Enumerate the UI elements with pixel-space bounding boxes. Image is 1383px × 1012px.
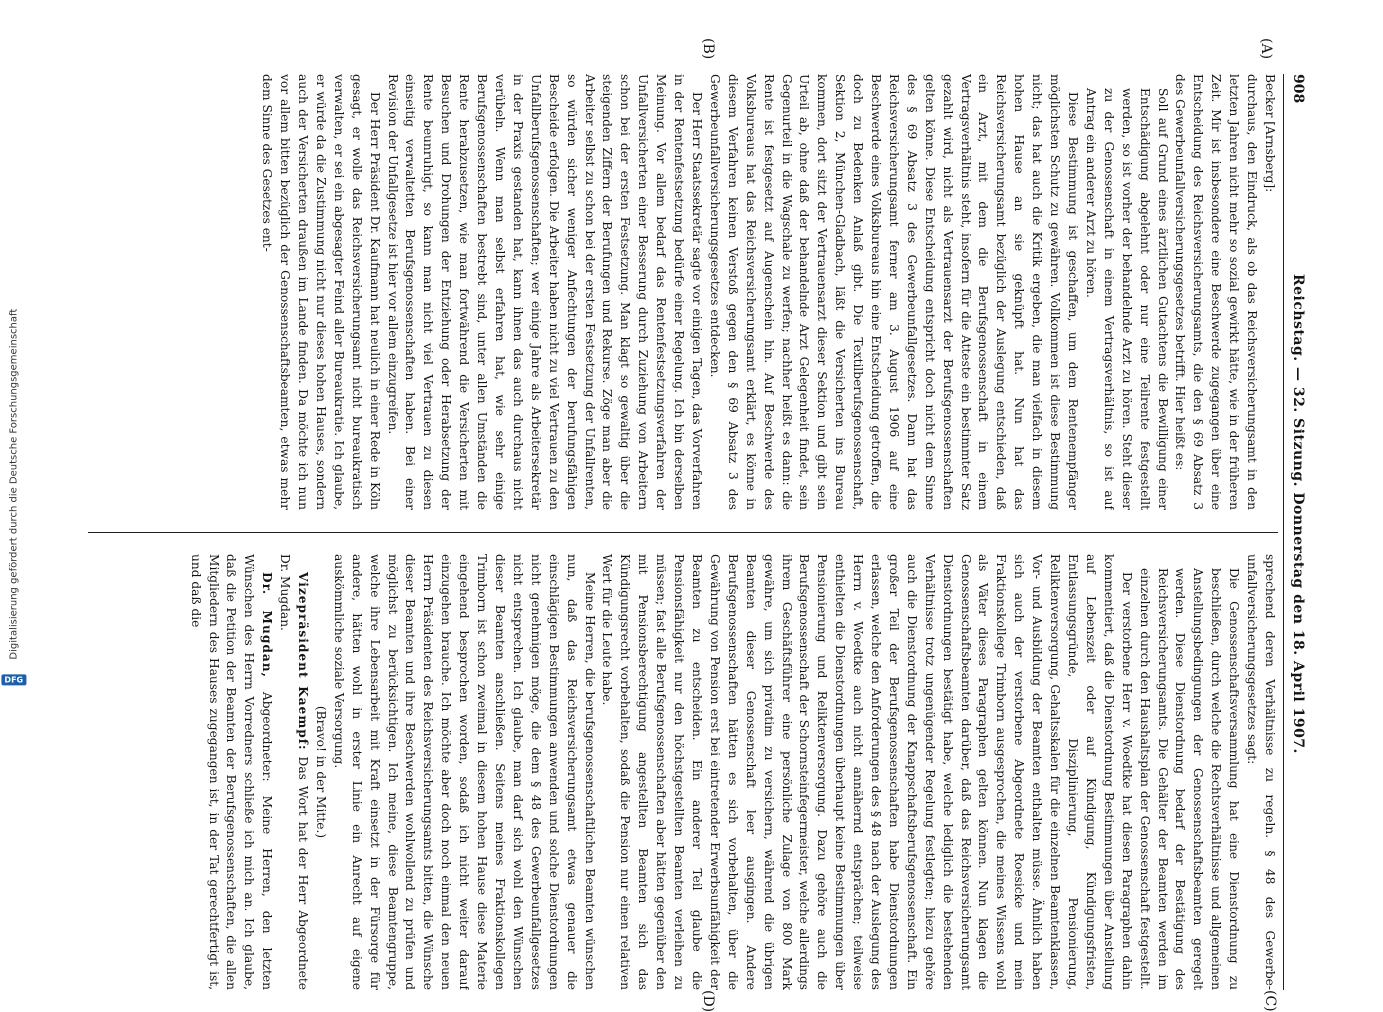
margin-marker-c: (C) — [1262, 990, 1278, 1012]
paragraph: sprechend deren Verhältnisse zu regeln. § 48 des Gewerbe-unfallversicherungsgesetzes sagt: — [1245, 554, 1277, 990]
quoted-statute: Soll auf Grund eines ärztlichen Gutachtens die Bewilligung einer Entschädigung abgelehnt oder nur eine Teilrente festgestellt werden, so ist vorher der behandelnde Arzt zu hören. Steht dieser zu der Genossenschaft in einem Vertragsverhältnis, so ist auf Antrag ein anderer Arzt zu hören. — [1083, 88, 1170, 510]
quoted-statute: Die Genossenschaftsversammlung hat eine Dienstordnung zu beschließen, durch welche die Rechtsverhältnisse und allgemeinen Anstellungsbedingungen der Genossenschaftsbeamten geregelt werden. Diese Dienstordnung bedarf der Bestätigung des Reichsversicherungsamts. Die Gehälter der Beamten werden im einzelnen durch den Haushaltsplan der Genossenschaft festgestellt. — [1137, 568, 1242, 990]
margin-marker-d: (D) — [700, 990, 716, 1012]
margin-marker-b: (B) — [700, 38, 716, 60]
scanned-page — [82, 38, 1308, 1012]
speaker-name: Dr. Mugdan, — [260, 572, 275, 678]
speaker-name: Becker [Arnsberg]: — [1263, 74, 1277, 193]
vice-president-remark — [275, 554, 311, 990]
digitization-credit — [0, 0, 28, 1000]
page-title: Reichstag. — 32. Sitzung. Donnerstag den 18. April 1907. — [1290, 274, 1306, 754]
remark-text: Das Wort hat der Herr Abgeordnete Dr. Mugdan. — [278, 554, 311, 990]
paragraph: durchaus, den Eindruck, als ob das Reichsversicherungsamt in den letzten Jahren nicht mehr so sozial gewirkt hätte, wie in der früheren Zeit. Mir ist insbesondere eine Beschwerde zugegangen über eine Entscheidung des Reichsversicherungsamts, die den § 69 Absatz 3 des Gewerbeunfallversicherungsgesetzes betrifft. Hier heißt es: — [1173, 74, 1260, 510]
speaker-name: Vizepräsident Kaempf: — [296, 572, 311, 751]
page-content — [82, 38, 1308, 1012]
speech-text: Abgeordneter: Meine Herren, den letzten Wünschen des Herrn Vorredners schließe ich mich an. Ich glaube, daß die Petition der Beamten der Berufsgenossenschaften, die allen Mitgliedern des Hauses zugegangen ist, in der Tat gerechtfertigt ist, und daß die — [188, 554, 275, 990]
paragraph: Meine Herren, die berufsgenossenschaftlichen Beamten wünschen nun, daß das Reichsversicherungsamt etwas genauer die einschlägigen Bestimmungen anwenden und solche Dienstordnungen nicht genehmigen möge, die dem § 48 des Gewerbeunfallgesetzes nicht entsprechen. Ich glaube, man darf sich wohl den Wünschen dieser Beamten anschließen. Seitens meines Fraktionskollegen Trimborn ist schon zweimal in diesem hohen Hause diese Materie eingehend besprochen worden, sodaß ich nicht weiter darauf einzugehen brauche. Ich möchte aber doch noch einmal den neuen Herrn Präsidenten des Reichsversicherungsamts bitten, die Wünsche dieser Beamten und ihre Beschwerden wohlwollend zu prüfen und möglichst zu berücksichtigen. Ich meine, diese Beamtengruppe, welche ihre Lebensarbeit mit Kraft einsetzt in der Fürsorge für andere, hätten wohl in erster Linie ein Anrecht auf eigene auskömmliche soziale Versorgung. — [331, 554, 597, 990]
paragraph: Der Herr Präsident Dr. Kaufmann hat neulich in einer Rede in Köln gesagt, er wolle das Reichsversicherungsamt nicht bureaukratisch verwalten, er sei ein abgesagter Feind aller Bureaukratie. Ich glaube, er würde da die Zustimmung nicht nur dieses hohen Hauses, sondern auch der Versicherten draußen im Lande finden. Da möchte ich nun vor allem bitten bezüglich der Genossenschaftsbeamten, etwas mehr dem Sinne des Gesetzes ent- — [260, 74, 382, 510]
left-column — [98, 74, 1278, 510]
column-divider — [88, 532, 1278, 533]
right-column — [98, 554, 1278, 990]
dfg-logo: DFG — [2, 674, 27, 685]
running-head — [1283, 74, 1308, 990]
page-number: 908 — [1290, 74, 1306, 104]
digitization-credit-text: Digitalisierung gefördert durch die Deutsche Forschungsgemeinschaft — [8, 308, 20, 660]
margin-marker-a: (A) — [1258, 38, 1274, 60]
speaker-line — [1260, 74, 1278, 510]
paragraph: Diese Bestimmung ist geschaffen, um dem Rentenempfänger möglichsten Schutz zu gewähren. Vollkommen ist diese Bestimmung nicht; das hat auch die Kritik ergeben, die man vielfach in diesem hohen Hause an sie geknüpft hat. Nun hat das Reichsversicherungsamt bezüglich der Auslegung entschieden, daß ein Arzt, mit dem die Berufsgenossenschaft in einem Vertragsverhältnis steht, insofern für die Atteste ein bestimmter Satz gezahlt wird, nicht als Vertrauensarzt der Berufsgenossenschaften gelten könne. Diese Entscheidung entspricht doch nicht dem Sinne des § 69 Absatz 3 des Gewerbeunfallgesetzes. Dann hat das Reichsversicherungsamt ferner am 3. August 1906 auf eine Beschwerde eines Volksbureaus hin eine Entscheidung getroffen, die doch zu Bedenken Anlaß gibt. Die Textilberufsgenossenschaft, Sektion 2, München-Gladbach, läßt die Versicherten ins Bureau kommen, dort sitzt der Vertrauensarzt dieser Sektion und gibt sein Urteil ab, ohne daß der behandelnde Arzt Gelegenheit findet, sein Gegenurteil in die Wagschale zu werfen; nachher heißt es dann: die Rente ist festgesetzt auf Augenschein hin. Auf Beschwerde des Volksbureaus hat das Reichsversicherungsamt erklärt, es könne in diesem Verfahren keinen Verstoß gegen den § 69 Absatz 3 des Gewerbeunfallversicherungsgesetzes entdecken. — [707, 74, 1081, 510]
paragraph: Der verstorbene Herr v. Woedtke hat diesen Paragraphen dahin kommentiert, daß die Dienstordnung Bestimmungen über Anstellung auf Lebenszeit oder auf Kündigung, Kündigungsfristen, Entlassungsgründe, Disziplinierung, Pensionierung, Reliktenversorgung, Gehaltsskalen für die einzelnen Beamtenklassen, Vor- und Ausbildung der Beamten enthalten müsse. Ähnlich haben sich auch der verstorbene Abgeordnete Roesicke und mein Fraktionskollege Trimborn ausgesprochen, die meines Wissens wohl als Väter dieses Paragraphen gelten können. Nun klagen die Genossenschaftsbeamten darüber, daß das Reichsversicherungsamt Dienstordnungen bestätigt habe, welche lediglich die bestehenden Verhältnisse trotz ungenügender Regelung festlegten; hiezu gehöre auch die Dienstordnung der Knappschaftsberufsgenossenschaft. Ein großer Teil der Berufsgenossenschaften habe Dienstordnungen erlassen, welche den Anforderungen des § 48 nach der Auslegung des Herrn v. Woedtke auch nicht annähernd entsprächen; teilweise enthielten die Dienstordnungen überhaupt keine Bestimmungen über Pensionierung und Reliktenversorgung. Dazu gehöre auch die Berufsgenossenschaft der Schornsteinfegermeister, welche allerdings ihrem Geschäftsführer eine persönliche Zulage von 800 Mark gewähre, um sich privatim zu versichern, während die übrigen Beamten dieser Genossenschaft leer ausgingen. Andere Berufsgenossenschaften hätten es sich vorbehalten, über die Gewährung von Pension erst bei eintretender Erwerbsunfähigkeit der Beamten zu entscheiden. Ein anderer Teil glaube die Pensionsfähigkeit nur den höchstgestellten Beamten verleihen zu müssen; fast alle Berufsgenossenschaften aber hätten gegenüber den mit Pensionsberechtigung angestellten Beamten sich das Kündigungsrecht vorbehalten, sodaß die Pension nur einen relativen Wert für die Leute habe. — [600, 554, 1134, 990]
applause-note: (Bravo! in der Mitte.) — [313, 705, 328, 839]
paragraph: Der Herr Staatssekretär sagte vor einigen Tagen, das Vorverfahren in der Rentenfestsetzung bedürfe einer Regelung. Ich bin derselben Meinung. Vor allem bedarf das Rentenfestsetzungsverfahren der Unfallversicherten einer Besserung durch Zuziehung von Arbeitern schon bei der ersten Festsetzung. Man klagt so gewaltig über die steigenden Ziffern der Berufungen und Rekurse. Zöge man aber die Arbeiter selbst zu schon bei der ersten Festsetzung der Unfallrenten, so würden sicher weniger Anfechtungen der berufungsfähigen Bescheide erfolgen. Die Arbeiter haben nicht zu viel Vertrauen zu den Unfallberufsgenossenschaften; wer einige Jahre als Arbeitersekretär in der Praxis gestanden hat, kann ihnen das auch durchaus nicht verübeln. Wenn man selbst erfahren hat, wie sehr einige Berufsgenossenschaften bestrebt sind, unter allen Umständen die Rente herabzusetzen, wie man fortwährend die Versicherten mit Besuchen und Drohungen der Entziehung oder Herabsetzung der Rente beunruhigt, so kann man nicht viel Vertrauen zu diesen einseitig verwaltetten Berufsgenossenschaften haben. Bei einer Revision der Unfallgesetze ist hier vor allem einzugreifen. — [385, 74, 704, 510]
mugdan-speech — [186, 554, 276, 990]
